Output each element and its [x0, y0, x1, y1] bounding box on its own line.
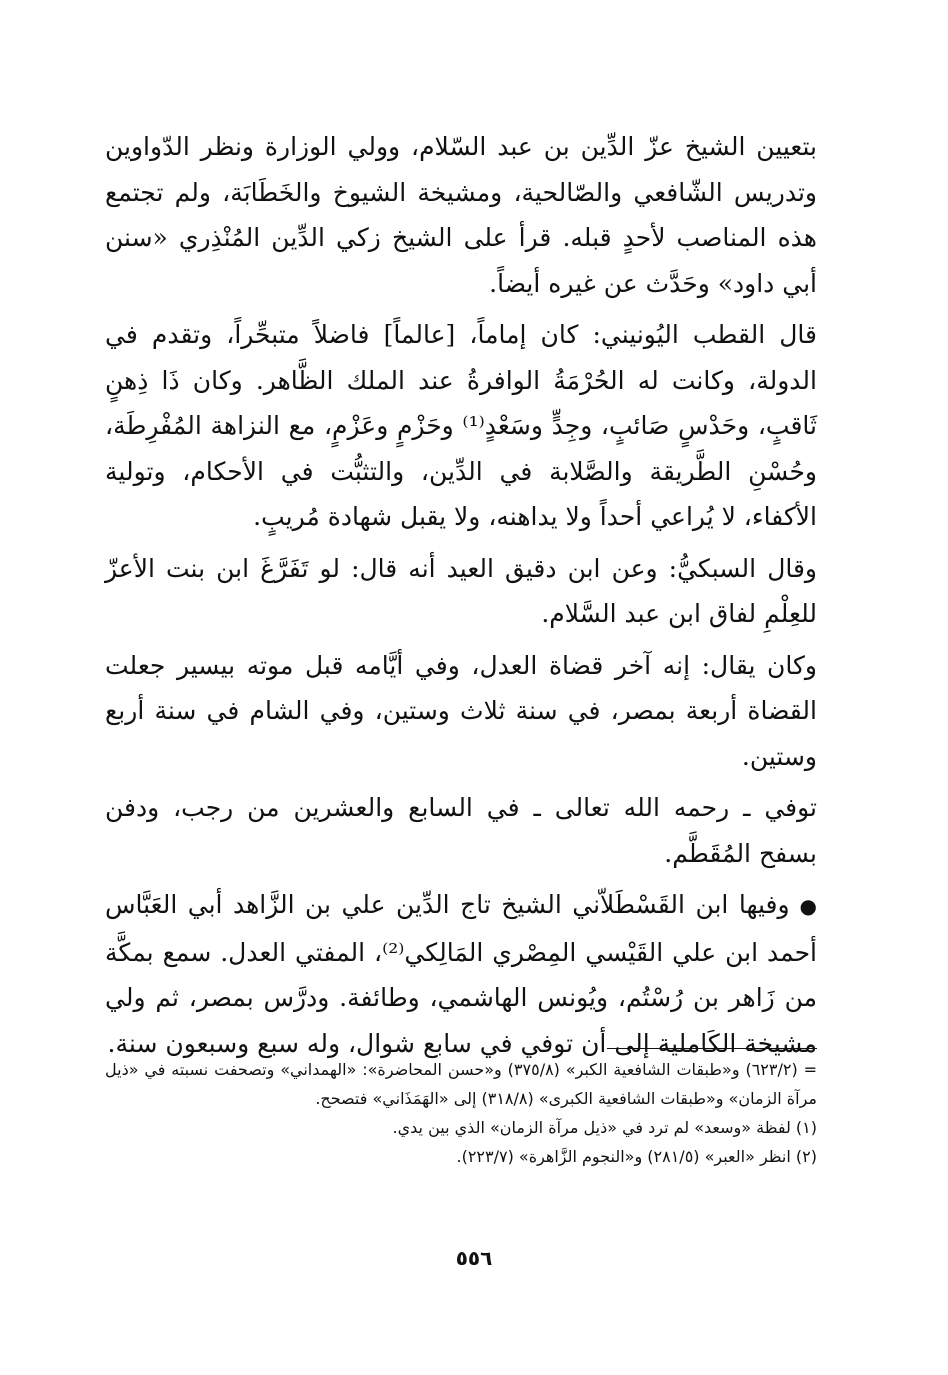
paragraph-last-judges: وكان يقال: إنه آخر قضاة العدل، وفي أيَّامه قبل موته بيسير جعلت القضاة أربعة بمصر، في سنة ثلاث وستين، وفي الشام في سنة أربع وستين. [105, 650, 818, 771]
entry-bullet: ● [799, 894, 817, 918]
footnotes [105, 1048, 817, 1171]
page-number: ٥٥٦ [455, 1246, 493, 1270]
paragraph-appointment: بتعيين الشيخ عزّ الدِّين بن عبد السّلام، وولي الوزارة ونظر الدّواوين وتدريس الشّافعي والصّالحية، ومشيخة الشيوخ والخَطَابَة، ولم تجتمع هذه المناصب لأحدٍ قبله. قرأ على الشيخ زكي الدِّين المُنْذِري «سنن أبي داود» وحَدَّث عن غيره أيضاً. [105, 132, 817, 298]
paragraph-yunini-quote: قال القطب اليُونيني: كان إماماً، [عالماً] فاضلاً متبحِّراً، وتقدم في الدولة، وكانت له الحُرْمَةُ الوافرةُ عند الملك الظَّاهر. وكان ذَا ذِهنٍ ثَاقبٍ، وحَدْسٍ صَائبٍ، وجِدٍّ وسَعْدٍ⁽¹⁾ وحَزْمٍ وعَزْمٍ، مع النزاهة المُفْرِطَة، وحُسْنِ الطَّريقة والصَّلابة في الدِّين، والتثبُّت في الأحكام، وتولية الأكفاء، لا يُراعي أحداً ولا يداهنه، ولا يقبل شهادة مُريبٍ. [105, 320, 818, 531]
footnote-divider [607, 1048, 817, 1049]
entry-qastallani [105, 882, 817, 1066]
footnote-1: (١) لفظة «وسعد» لم ترد في «ذيل مرآة الزمان» الذي بين يدي. [392, 1118, 817, 1137]
footnote-2: (٢) انظر «العبر» (٢٨١/٥) و«النجوم الزَّاهرة» (٢٢٣/٧). [456, 1147, 817, 1166]
footnote-continuation: = (٦٢٣/٢) و«طبقات الشافعية الكبر» (٣٧٥/٨) و«حسن المحاضرة»: «الهمداني» وتصحفت نسبته في «ذيل مرآة الزمان» و«طبقات الشافعية الكبرى» (٣١٨/٨) إلى «الهَمَذَاني» فتصحح. [105, 1060, 818, 1108]
main-text [105, 124, 817, 1072]
paragraph-subki-quote: وقال السبكيُّ: وعن ابن دقيق العيد أنه قال: لو تَفَرَّغَ ابن بنت الأعزّ للعِلْمِ لفاق ابن عبد السَّلام. [105, 553, 817, 628]
paragraph-death: توفي ـ رحمه الله تعالى ـ في السابع والعشرين من رجب، ودفن بسفح المُقَطَّم. [105, 793, 817, 868]
entry-text: وفيها ابن القَسْطَلاّني الشيخ تاج الدِّين علي بن الزَّاهد أبي العَبَّاس أحمد ابن علي القَيْسي المِصْري المَالِكي⁽²⁾، المفتي العدل. سمع بمكَّة من زَاهر بن رُسْتُم، ويُونس الهاشمي، وطائفة. ودرَّس بمصر، ثم ولي مشيخة الكَاملية إلى أن توفي في سابع شوال، وله سبع وسبعون سنة. [105, 890, 817, 1058]
